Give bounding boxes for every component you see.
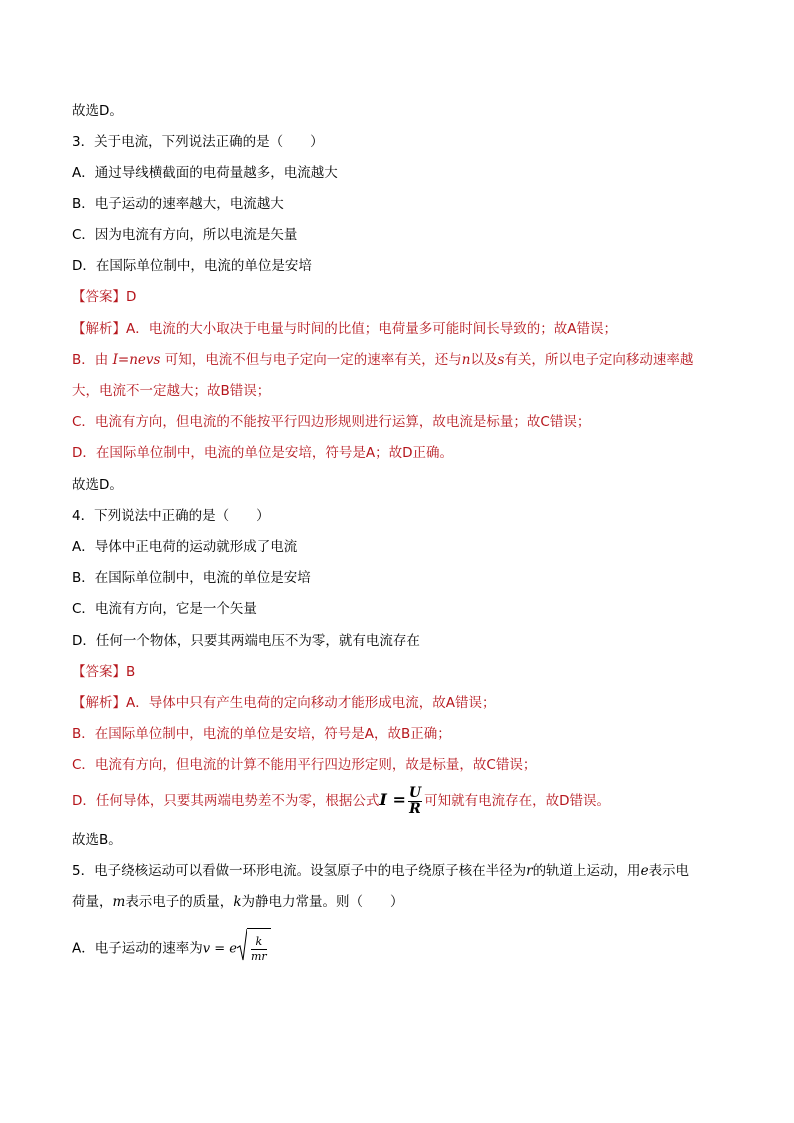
- q4-answer-tag: 【答案】: [72, 664, 126, 680]
- q5-sqrt-fraction: [251, 935, 267, 964]
- q4-formula-lhs: I =: [379, 790, 406, 809]
- q3-analysis-b-mid: 可知，电流不但与电子定向一定的速率有关，还与: [160, 352, 462, 368]
- q5-stem-line1: [72, 861, 689, 881]
- q5-stem-part6: 为静电力常量。则（ ）: [241, 894, 404, 910]
- q3-stem: 3．关于电流，下列说法正确的是（ ）: [72, 134, 324, 150]
- q4-conclusion: 故选B。: [72, 832, 122, 848]
- q4-option-a: A．导体中正电荷的运动就形成了电流: [72, 539, 298, 555]
- q3-option-a: A．通过导线横截面的电荷量越多，电流越大: [72, 165, 338, 181]
- q5-option-a-lhs: v = e: [202, 941, 237, 957]
- q5-var-k: k: [233, 894, 242, 910]
- q3-analysis-c: C．电流有方向，但电流的不能按平行四边形规则进行运算，故电流是标量；故C错误；: [72, 414, 591, 430]
- q3-analysis-a: [72, 319, 617, 339]
- q5-option-a: [72, 928, 271, 970]
- q3-analysis-b-and: 以及: [470, 352, 498, 368]
- q4-formula-fraction: [408, 786, 422, 817]
- q3-answer: [72, 287, 136, 307]
- q5-stem-part3: 表示电: [648, 863, 690, 879]
- q4-answer: [72, 662, 135, 682]
- q5-sqrt-denominator: mr: [250, 949, 267, 963]
- q4-analysis-tag: 【解析】: [72, 695, 126, 711]
- q5-stem-part1: 5．电子绕核运动可以看做一环形电流。设氢原子中的电子绕原子核在半径为: [72, 863, 527, 879]
- q3-analysis-b-cont: 大，电流不一定越大；故B错误；: [72, 383, 271, 399]
- q5-stem-part4: 荷量，: [72, 894, 113, 910]
- q4-analysis-c: C．电流有方向，但电流的计算不能用平行四边形定则，故是标量，故C错误；: [72, 757, 537, 773]
- q3-analysis-tag: 【解析】: [72, 321, 126, 337]
- q4-answer-value: B: [126, 664, 136, 680]
- q4-option-c: C．电流有方向，它是一个矢量: [72, 601, 257, 617]
- q3-option-b: B．电子运动的速率越大，电流越大: [72, 196, 284, 212]
- q4-analysis-b: B．在国际单位制中，电流的单位是安培，符号是A，故B正确；: [72, 726, 451, 742]
- q4-analysis-d-suffix: 可知就有电流存在，故D错误。: [424, 793, 610, 809]
- q3-option-d: D．在国际单位制中，电流的单位是安培: [72, 258, 312, 274]
- q3-analysis-b-suffix: 有关，所以电子定向移动速率越: [504, 352, 694, 368]
- q4-analysis-a-text: A．导体中只有产生电荷的定向移动才能形成电流，故A错误；: [126, 695, 496, 711]
- q3-answer-tag: 【答案】: [72, 289, 126, 305]
- q4-option-b: B．在国际单位制中，电流的单位是安培: [72, 570, 311, 586]
- q5-var-m: m: [112, 894, 126, 910]
- q3-formula-i-nevs: I=nevs: [112, 352, 161, 368]
- q3-var-n: n: [461, 352, 471, 368]
- q4-formula-numerator: U: [408, 784, 422, 801]
- q5-option-a-text: A．电子运动的速率为: [72, 940, 203, 957]
- q3-var-s: s: [497, 352, 505, 368]
- q3-analysis-b-prefix: B．由: [72, 352, 113, 368]
- q4-formula-denominator: R: [409, 800, 421, 817]
- q3-analysis-b: [72, 350, 693, 370]
- q4-analysis-d: [72, 780, 610, 821]
- q5-sqrt-numerator: k: [251, 935, 267, 950]
- q4-option-d: D．任何一个物体，只要其两端电压不为零，就有电流存在: [72, 633, 420, 649]
- q5-stem-part5: 表示电子的质量，: [125, 894, 234, 910]
- q3-answer-value: D: [126, 289, 137, 305]
- q4-analysis-d-prefix: D．任何导体，只要其两端电势差不为零，根据公式: [72, 793, 380, 809]
- q3-conclusion: 故选D。: [72, 477, 123, 493]
- q5-stem-part2: 的轨道上运动，用: [532, 863, 641, 879]
- q5-sqrt: [237, 928, 271, 969]
- q5-stem-line2: [72, 892, 404, 912]
- q4-stem: 4．下列说法中正确的是（ ）: [72, 508, 270, 524]
- q4-analysis-a: [72, 693, 495, 713]
- sqrt-radical-icon: [237, 928, 247, 962]
- q3-analysis-a-text: A．电流的大小取决于电量与时间的比值；电荷量多可能时间长导致的；故A错误；: [126, 321, 617, 337]
- q5-var-e: e: [640, 863, 649, 879]
- q3-analysis-d: D．在国际单位制中，电流的单位是安培，符号是A；故D正确。: [72, 445, 454, 461]
- q5-var-r: r: [526, 863, 533, 879]
- q3-option-c: C．因为电流有方向，所以电流是矢量: [72, 227, 298, 243]
- q2-conclusion: 故选D。: [72, 103, 123, 119]
